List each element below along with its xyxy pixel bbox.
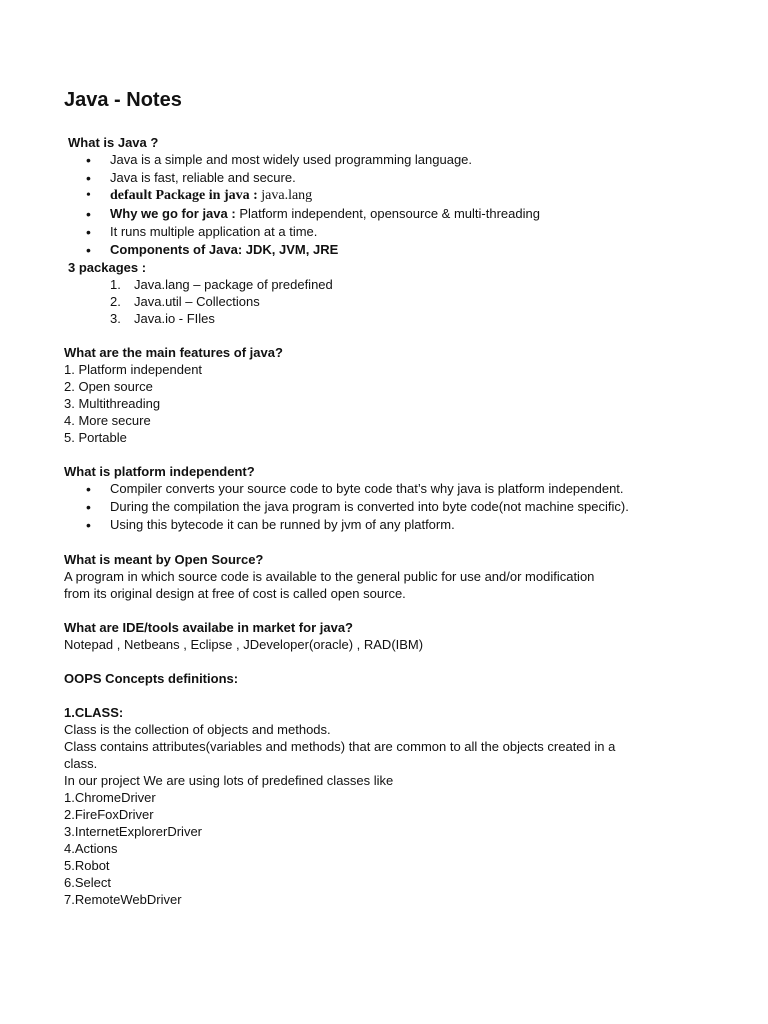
paragraph-line: from its original design at free of cost is called open source. (64, 586, 406, 601)
class-heading: 1.CLASS: (64, 705, 124, 720)
list-item-text: Java.lang – package of predefined (134, 277, 333, 292)
list-item-value: java.lang (261, 188, 313, 203)
paragraph-line: A program in which source code is available to the general public for use and/or modification (64, 569, 595, 584)
list-item (64, 276, 704, 293)
list-item (64, 151, 704, 169)
list-number: 3. (110, 311, 121, 326)
list-item (64, 293, 704, 310)
list-item-text: Java is fast, reliable and secure. (110, 170, 296, 185)
list-item (64, 223, 704, 241)
list-item: 4. More secure (64, 413, 151, 428)
list-item (64, 205, 704, 223)
paragraph-line: Class contains attributes(variables and methods) that are common to all the objects created in a (64, 739, 616, 754)
paragraph-line: In our project We are using lots of predefined classes like (64, 773, 394, 788)
list-item-text: It runs multiple application at a time. (110, 224, 318, 239)
list-item-value: Platform independent, opensource & multi-threading (239, 206, 540, 221)
open-source-heading: What is meant by Open Source? (64, 552, 264, 567)
list-item (64, 187, 704, 205)
list-item: 3. Multithreading (64, 396, 161, 411)
paragraph-line: Class is the collection of objects and methods. (64, 722, 331, 737)
packages-heading: 3 packages : (68, 260, 147, 275)
list-item: 2.FireFoxDriver (64, 807, 154, 822)
classes-list (64, 789, 704, 908)
what-is-java-list (64, 151, 704, 259)
list-item (64, 516, 704, 534)
platform-heading: What is platform independent? (64, 464, 255, 479)
list-item-text: Java.io - FIles (134, 311, 215, 326)
list-item (64, 241, 704, 259)
platform-list (64, 480, 704, 534)
list-item: 2. Open source (64, 379, 153, 394)
list-item: 4.Actions (64, 841, 118, 856)
list-item: 5.Robot (64, 858, 110, 873)
list-item: 5. Portable (64, 430, 127, 445)
paragraph-line: Notepad , Netbeans , Eclipse , JDeveloper(oracle) , RAD(IBM) (64, 637, 424, 652)
list-item (64, 169, 704, 187)
list-item-text: Components of Java: JDK, JVM, JRE (110, 242, 339, 257)
ide-heading: What are IDE/tools availabe in market for java? (64, 620, 353, 635)
list-item: 3.InternetExplorerDriver (64, 824, 202, 839)
list-item-text: During the compilation the java program is converted into byte code(not machine specific). (110, 499, 629, 514)
list-number: 2. (110, 294, 121, 309)
list-item: 6.Select (64, 875, 111, 890)
list-number: 1. (110, 277, 121, 292)
list-item-text: Java.util – Collections (134, 294, 260, 309)
features-list (64, 361, 704, 446)
packages-list (64, 276, 704, 327)
paragraph-line: class. (64, 756, 98, 771)
list-item: 7.RemoteWebDriver (64, 892, 182, 907)
oops-heading: OOPS Concepts definitions: (64, 671, 239, 686)
list-item-text: Using this bytecode it can be runned by jvm of any platform. (110, 517, 455, 532)
list-item-text: Compiler converts your source code to byte code that’s why java is platform independent. (110, 481, 624, 496)
list-item (64, 310, 704, 327)
list-item (64, 498, 704, 516)
list-item: 1.ChromeDriver (64, 790, 156, 805)
list-item: 1. Platform independent (64, 362, 203, 377)
list-item (64, 480, 704, 498)
what-is-java-heading: What is Java ? (68, 135, 159, 150)
document-page (64, 88, 704, 908)
list-item-label: Why we go for java : (110, 206, 236, 221)
list-item-label: default Package in java : (110, 188, 258, 203)
page-title: Java - Notes (64, 89, 182, 111)
features-heading: What are the main features of java? (64, 345, 283, 360)
list-item-text: Java is a simple and most widely used programming language. (110, 152, 473, 167)
